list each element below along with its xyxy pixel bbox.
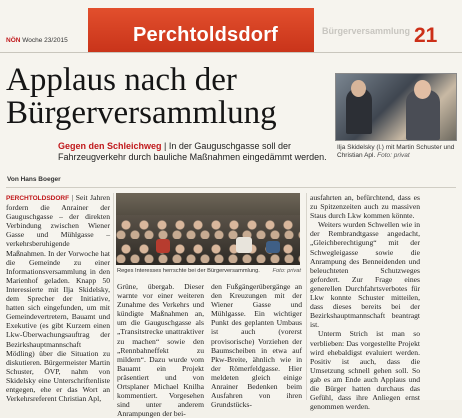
person-right-head: [414, 80, 431, 99]
column-4-paragraph-3: Unterm Strich ist man so verblieben: Das vorgestellte Projekt wird ehebaldigst evaluiert werden. Positiv ist auch, dass die Umsetzung schnell gehen soll. So gab es am Ende auch Applaus und die Bürger hatten durchaus das Gefühl, dass ihre Anliegen ernst genommen werden.: [310, 329, 420, 412]
portrait-caption-text: Ilja Skidelsky (l.) mit Martin Schuster und Christian Apl.: [337, 144, 455, 159]
column-divider: [306, 193, 307, 400]
masthead-logo: [6, 37, 68, 44]
column-3-text: den Fußgängerübergänge an den Kreuzungen mit der Wiener Gasse und Mühlgasse. Ein wichtiger Punkt des geplanten Umbaus ist auch (vorerst provisorische) Vorziehen der Baumscheiben in etwa auf Pkw-Breite, ähnlich wie in der Römerfeldgasse. Hier meldeten gleich einige Anrainer Bedenken beim Ausfahren von ihren Grundstücks-: [211, 282, 302, 410]
column-divider: [113, 193, 114, 400]
headline-line-1: Applaus nach der: [6, 62, 237, 98]
subheadline: [58, 141, 338, 163]
meeting-photo: [116, 193, 300, 264]
photo-detail: [236, 237, 252, 253]
meeting-photo-credit: Foto: privat: [272, 268, 301, 274]
column-4-paragraph-1: ausfahrten an, befürchtend, dass es zu Spitzenzeiten auch zu massiven Staus durch Lkw kommen könnte.: [310, 193, 420, 221]
header-divider: [0, 52, 462, 53]
photo-detail: [156, 239, 170, 253]
issue-label: Woche 23/2015: [22, 37, 68, 44]
kicker-text: | In der Gauguschgasse soll der Fahrzeugverkehr durch bauliche Maßnahmen eingedämmt werden.: [58, 141, 327, 162]
bleed-through-text: Bürgerversammlung: [322, 26, 411, 36]
kicker-label: Gegen den Schleichweg: [58, 141, 162, 151]
page-number: 21: [414, 24, 438, 47]
byline-divider: [6, 187, 456, 188]
headline: [6, 64, 336, 130]
photo-audience: [116, 215, 300, 265]
logo-text: NÖN: [6, 37, 21, 44]
byline: Von Hans Boeger: [7, 176, 61, 183]
column-4-paragraph-2: Weiters wurden Schwellen wie in der Rembrandtgasse angedacht, „Gleichberechtigung“ mit der Schwegleigasse sowie die Anrampung des Benneidenden und beleuchteten Schutzweges gefordert. Zur Frage eines generellen Durchfahrtsverbotes für Lkw konnte Schuster mitteilen, dass dieses bereits bei der Bezirkshauptmannschaft beantragt ist.: [310, 220, 420, 330]
column-2-text: Grüne, übergab. Dieser warnte vor einer weiteren Zunahme des Verkehrs und kündigte Maßnahmen an, um die Gauguschgasse als „Transitstrecke unattraktiver zu machen“ sowie den „Rennbahneffekt zu mildern“. Dazu wurde vom Bauamt ein Projekt präsentiert und von Ortsplaner Michael Knilha kommentiert. Vorgesehen sind unter anderem Anrampungen der bei-: [117, 282, 204, 418]
section-title: Perchtoldsdorf: [133, 24, 279, 46]
person-left-head: [351, 80, 366, 97]
dateline: PERCHTOLDSDORF: [6, 195, 70, 202]
portrait-photo: [335, 73, 457, 141]
portrait-caption: [337, 144, 457, 160]
column-1-text: | Seit Jahren fordern die Anrainer der Gauguschgasse – der direkten Verbindung zwischen Wiener Gasse und Mühlgasse – verkehrsberuhigende Maßnahmen. In der Vorwoche hat die Gemeinde zu einer Informationsversammlung in den Marienhof geladen. Knapp 50 Interessierte mit Ilja Skidelsky, dem Sprecher der Initiative, hatten sich eingefunden, um mit Gemeindevertretern, Bauamt und Exekutive (es gibt Kurzem einen Lkw-Überwachungsauftrag der Bezirkshauptmannschaft Mödling) über die Situation zu diskutieren. Bürgermeister Martin Schuster, ÖVP, nahm von Skidelsky eine Unterschriftenliste entgegen, ehe er das Wort an Verkehrsreferent Christian Apl,: [6, 193, 110, 404]
meeting-photo-caption: [117, 268, 301, 274]
portrait-credit: Foto: privat: [377, 152, 410, 159]
column-2: [117, 282, 204, 418]
meeting-caption-text: Reges Interesses herrschte bei der Bürgerversammlung.: [117, 268, 260, 274]
column-3: [211, 282, 302, 410]
column-1: [6, 193, 110, 404]
column-4: [310, 193, 420, 412]
headline-line-2: Bürgerversammlung: [6, 95, 277, 131]
photo-detail: [266, 241, 280, 253]
